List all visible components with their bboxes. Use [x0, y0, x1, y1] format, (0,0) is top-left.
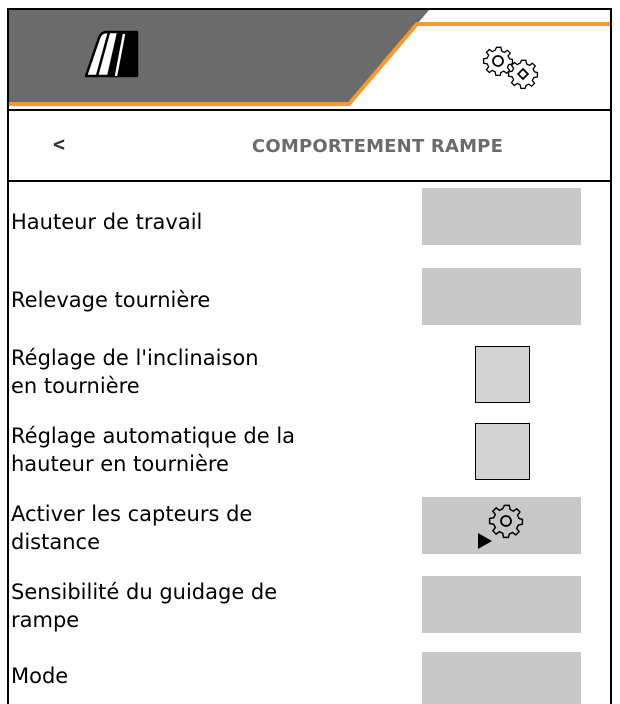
setting-label-line2: distance	[11, 530, 100, 554]
setting-row-distance-sensors	[9, 492, 610, 570]
back-button[interactable]: <	[53, 132, 66, 156]
gear-play-icon	[474, 499, 534, 553]
setting-label-line2: hauteur en tournière	[11, 452, 229, 476]
setting-row-working-height	[9, 182, 610, 259]
page-header	[9, 112, 610, 182]
page-title	[9, 136, 610, 157]
setting-row-mode	[9, 648, 610, 704]
setting-row-headland-lift	[9, 259, 610, 336]
sprayer-boom-icon	[83, 28, 141, 78]
setting-label-line1: Réglage de l'inclinaison	[11, 346, 259, 370]
setting-label-line1: Activer les capteurs de	[11, 502, 253, 526]
tab-settings[interactable]	[429, 24, 610, 106]
setting-row-boom-guidance-sensitivity	[9, 570, 610, 648]
headland-tilt-checkbox[interactable]	[475, 346, 530, 403]
page-title-text: COMPORTEMENT RAMPE	[251, 136, 504, 157]
boom-guidance-sensitivity-field[interactable]	[422, 576, 581, 633]
tab-implement[interactable]	[9, 10, 369, 106]
setting-label-line1: Réglage automatique de la	[11, 424, 296, 448]
working-height-field[interactable]	[422, 188, 581, 245]
setting-label-line1: Sensibilité du guidage de	[11, 580, 278, 604]
tab-bar	[9, 10, 610, 112]
setting-label: Relevage tournière	[11, 288, 211, 312]
setting-row-headland-tilt	[9, 336, 610, 414]
app-window	[7, 8, 612, 704]
setting-row-auto-headland-height	[9, 414, 610, 492]
gears-icon	[478, 42, 544, 92]
distance-sensors-settings-button[interactable]	[422, 497, 581, 554]
auto-headland-height-checkbox[interactable]	[475, 423, 530, 480]
mode-field[interactable]	[422, 652, 581, 704]
headland-lift-field[interactable]	[422, 268, 581, 325]
setting-label-line2: en tournière	[11, 374, 140, 398]
setting-label: Mode	[11, 664, 69, 688]
setting-label-line2: rampe	[11, 608, 80, 632]
setting-label: Hauteur de travail	[11, 210, 203, 234]
